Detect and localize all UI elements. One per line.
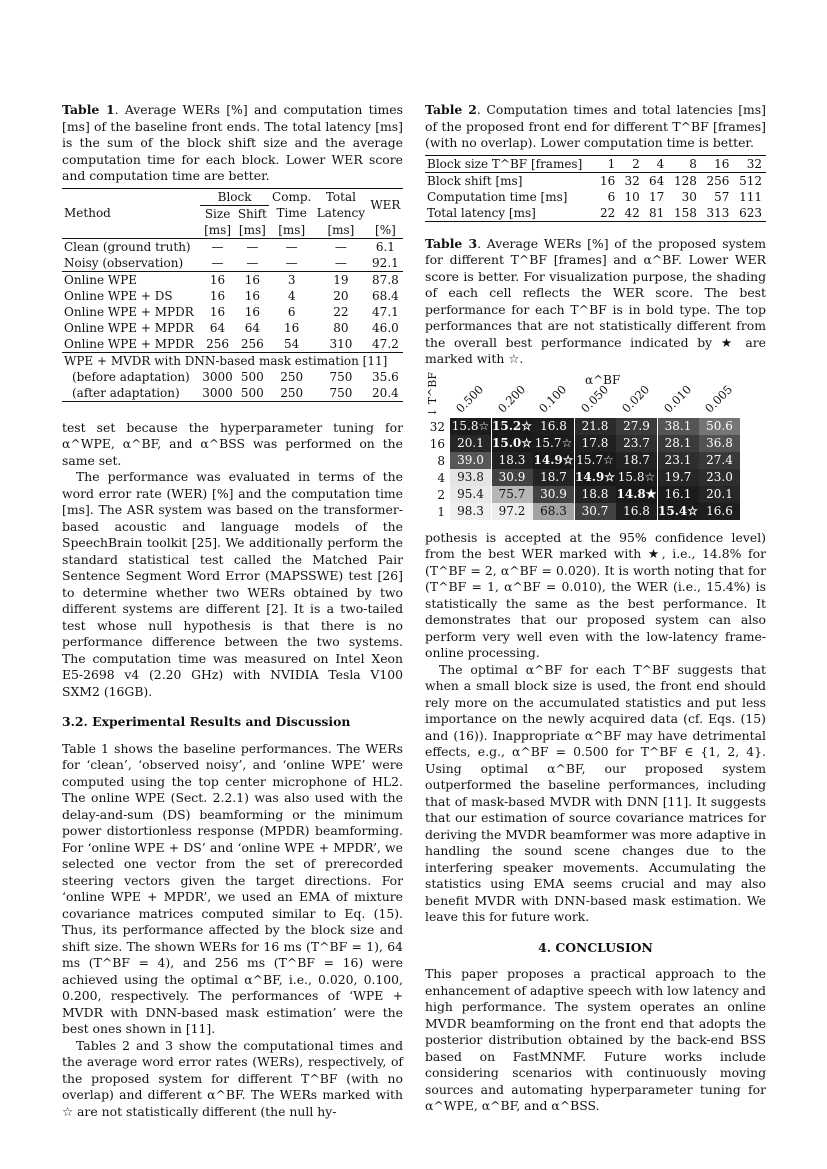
heatmap-cell: 28.1 xyxy=(658,435,699,452)
heatmap-cell: 18.3 xyxy=(492,452,533,469)
heatmap-cell: 16.6 xyxy=(699,503,740,520)
heatmap-cell: 27.9 xyxy=(616,418,657,435)
table-cell: Online WPE + DS xyxy=(64,288,173,303)
table-cell: Online WPE + MPDR xyxy=(64,336,194,351)
column-label: 0.050 xyxy=(577,381,611,415)
column-header: Comp. xyxy=(272,189,312,204)
table-cell: 68.4 xyxy=(372,288,399,303)
table-cell: 10 xyxy=(624,189,640,204)
table-cell: 623 xyxy=(739,205,762,220)
table-cell: — xyxy=(246,239,259,254)
table-cell: Online WPE xyxy=(64,272,138,287)
column-header: WER xyxy=(370,198,401,212)
heatmap-cell: 14.9☆ xyxy=(575,469,615,484)
table-cell: 19 xyxy=(333,272,349,287)
table-cell: 256 xyxy=(206,336,229,351)
right-paragraph-1: pothesis is accepted at the 95% confidence level) from the best WER marked with ★, i.e., 14.8% for (T^BF = 2, α^BF = 0.020). It is worth noting that for (T^BF = 1, α^BF = 0.010), the WER (i.e., 15.4%) is statistically the same as the best performance. It demonstrates that our proposed system can also perform very well even with the low-latency frame-online processing. xyxy=(425,529,766,660)
table-cell: 16 xyxy=(209,304,226,319)
table2-caption: Table 2. Computation times and total latencies [ms] of the proposed front end for different T^BF [frames] (with no overlap). Lower computation time is better. xyxy=(425,102,766,150)
heatmap-cell: 14.8★ xyxy=(616,486,657,501)
heatmap-cell: 15.2☆ xyxy=(492,418,532,433)
table-cell: 313 xyxy=(706,205,730,220)
table-cell: — xyxy=(334,239,347,254)
heatmap-cell: 18.7 xyxy=(616,452,657,469)
table-cell: 16 xyxy=(244,304,260,319)
table-cell: — xyxy=(246,255,259,270)
table-cell: 3 xyxy=(287,272,296,287)
table3-caption: Table 3. Average WERs [%] of the proposed system for different T^BF [frames] and α^BF. Lower WER score is better. For visualization purpose, the shading of each cell reflects the WER score. The best performance for each T^BF is in bold type. The top performances that are not statistically different from the overall best performance indicated by ★ are marked with ☆. xyxy=(425,235,766,366)
column-header: [ms] xyxy=(327,222,355,237)
table-cell: — xyxy=(211,255,224,270)
table-cell: Noisy (observation) xyxy=(64,255,184,270)
table-cell: 111 xyxy=(739,189,762,204)
table-cell: 500 xyxy=(240,385,264,400)
heatmap-cell: 36.8 xyxy=(699,435,740,452)
table-cell: 80 xyxy=(333,320,349,335)
heatmap-cell: 17.8 xyxy=(575,435,616,452)
table-cell: 256 xyxy=(706,173,730,188)
table-row xyxy=(62,369,403,385)
table-cell: (after adaptation) xyxy=(72,385,180,400)
heatmap-cell: 20.1 xyxy=(450,435,491,452)
table-cell: 750 xyxy=(329,385,353,400)
table-cell: 20.4 xyxy=(372,385,399,400)
table-cell: 47.2 xyxy=(372,336,399,351)
table3-heatmap xyxy=(425,372,766,520)
table-cell: 54 xyxy=(284,336,300,351)
table-cell: 57 xyxy=(714,189,730,204)
heatmap-cell: 98.3 xyxy=(450,503,491,520)
table1 xyxy=(62,188,403,402)
table-cell: 22 xyxy=(333,304,349,319)
table-cell: 16 xyxy=(209,288,226,303)
table-cell: 87.8 xyxy=(372,272,399,287)
heatmap-cell: 30.9 xyxy=(533,486,574,503)
heatmap-cell: 15.7☆ xyxy=(534,435,573,450)
table-row xyxy=(62,271,403,288)
table-cell: — xyxy=(285,255,298,270)
heatmap-cell: 30.7 xyxy=(575,503,616,520)
row-label: 1 xyxy=(437,504,445,519)
table-row xyxy=(62,304,403,320)
table-cell: 32 xyxy=(746,156,762,171)
table-header-row xyxy=(425,155,766,172)
table-cell: 47.1 xyxy=(372,304,399,319)
table-cell: 16 xyxy=(714,156,730,171)
column-header: [ms] xyxy=(278,222,306,237)
t-bf-axis-label: ↓ T^BF xyxy=(426,371,439,417)
column-header: Method xyxy=(64,206,111,220)
column-label: 0.010 xyxy=(660,381,694,415)
table-cell: Total latency [ms] xyxy=(427,205,536,220)
heatmap-cell: 30.9 xyxy=(492,469,533,486)
table-cell: 16 xyxy=(244,288,260,303)
section-heading-4: 4. CONCLUSION xyxy=(538,939,653,955)
table-cell: 32 xyxy=(624,173,640,188)
column-header: [ms] xyxy=(238,222,266,237)
left-column xyxy=(62,102,403,1120)
table-row xyxy=(425,172,766,189)
conclusion-paragraph: This paper proposes a practical approach to the enhancement of adaptive speech with low latency and high performance. The system operates an online MVDR beamforming on the front end that adopts the posterior distribution obtained by the back-end BSS based on FastMNMF. Future works include considering scenarios with continuously moving sources and automating hyperparameter tuning for α^WPE, α^BF, and α^BSS. xyxy=(425,966,766,1113)
table-cell: 3000 xyxy=(202,369,233,384)
table-cell: 16 xyxy=(284,320,300,335)
table-cell: 250 xyxy=(280,369,304,384)
table-cell: 16 xyxy=(600,173,616,188)
table-cell: Online WPE + MPDR xyxy=(64,320,194,335)
row-label: 8 xyxy=(437,453,445,468)
table-row xyxy=(62,238,403,255)
heatmap-cell: 15.7☆ xyxy=(576,452,614,467)
table-row xyxy=(62,385,403,402)
table-cell: 3000 xyxy=(202,385,233,400)
table-cell: (before adaptation) xyxy=(72,369,190,384)
table-cell: — xyxy=(211,239,224,254)
heatmap-cell: 15.8☆ xyxy=(451,418,490,433)
heatmap-cell: 16.1 xyxy=(658,486,699,503)
left-paragraph-4: Tables 2 and 3 show the computational times and the average word error rates (WERs), respectively, of the proposed system for different T^BF (with no overlap) and different α^BF. The WERs marked with ☆ are not statistically different (the null hy- xyxy=(62,1037,403,1119)
table-cell: 64 xyxy=(244,320,260,335)
table-cell: 1 xyxy=(607,156,616,171)
heatmap-cell: 20.1 xyxy=(699,486,740,503)
alpha-bf-axis-label: α^BF xyxy=(585,372,621,387)
left-paragraph-1: test set because the hyperparameter tuning for α^WPE, α^BF, and α^BSS was performed on the same set. xyxy=(62,419,403,468)
table-cell: 158 xyxy=(673,205,697,220)
table-cell: 4 xyxy=(287,288,296,303)
row-label: 2 xyxy=(437,487,445,502)
table-cell: 512 xyxy=(739,173,762,188)
heatmap-cell: 38.1 xyxy=(658,418,699,435)
table-cell: 64 xyxy=(209,320,226,335)
column-label: 0.100 xyxy=(536,381,570,415)
column-header: [ms] xyxy=(204,222,231,237)
heatmap-cell: 95.4 xyxy=(450,486,491,503)
table-cell: 81 xyxy=(649,205,665,220)
section-heading-3-2: 3.2. Experimental Results and Discussion xyxy=(62,714,351,729)
table-row xyxy=(425,205,766,222)
table-cell: Block shift [ms] xyxy=(427,173,523,188)
table-cell: — xyxy=(334,255,347,270)
table-cell: 6 xyxy=(287,304,296,319)
table-cell: 17 xyxy=(649,189,665,204)
column-header: Time xyxy=(276,206,307,221)
right-column xyxy=(425,102,766,1115)
heatmap-cell: 23.1 xyxy=(658,452,699,469)
table-group-title: WPE + MVDR with DNN-based mask estimation [11] xyxy=(64,353,388,368)
heatmap-cell: 18.8 xyxy=(575,486,616,503)
table2 xyxy=(425,155,766,222)
heatmap-cell: 15.8☆ xyxy=(617,469,656,484)
table-cell: 250 xyxy=(280,385,304,400)
heatmap-cell: 27.4 xyxy=(699,452,740,469)
table-cell: 500 xyxy=(240,369,264,384)
heatmap-cell: 18.7 xyxy=(533,469,574,486)
row-label: 16 xyxy=(429,436,445,451)
heatmap-cell: 39.0 xyxy=(450,452,491,469)
column-header: Latency xyxy=(316,206,366,221)
column-label: 0.200 xyxy=(494,381,528,415)
table-row xyxy=(62,336,403,353)
table-cell: 2 xyxy=(632,156,640,171)
heatmap-cell: 23.0 xyxy=(699,469,740,486)
column-header: [%] xyxy=(375,222,396,237)
column-header: Size xyxy=(204,206,231,221)
right-paragraph-2: The optimal α^BF for each T^BF suggests that when a small block size is used, the front end should rely more on the accumulated statistics and put less importance on the newly acquired data (cf. Eqs. (15) and (16)). Inappropriate α^BF may have detrimental effects, e.g., α^BF = 0.500 for T^BF ∈ {1, 2, 4}. Using optimal α^BF, our proposed system outperformed the baseline performances, including that of mask-based MVDR with DNN [11]. It suggests that our estimation of source covariance matrices for deriving the MVDR beamformer was more adaptive in handling the sound scene changes due to the interfering speaker movements. Accumulating the statistics using EMA seems crucial and may also benefit MVDR with DNN-based mask estimation. We leave this for future work. xyxy=(425,661,766,924)
heatmap-cell: 21.8 xyxy=(575,418,616,435)
table-cell: 20 xyxy=(333,288,349,303)
column-label: 0.005 xyxy=(702,381,736,415)
table-cell: 4 xyxy=(656,156,665,171)
table-cell: — xyxy=(285,239,298,254)
heatmap-cell: 50.6 xyxy=(699,418,740,435)
table-cell: 92.1 xyxy=(372,255,399,270)
row-label: 32 xyxy=(429,419,445,434)
table-cell: 16 xyxy=(244,272,260,287)
table-row xyxy=(425,189,766,205)
heatmap-cell: 15.4☆ xyxy=(658,503,698,518)
table-cell: 30 xyxy=(681,189,697,204)
heatmap-cell: 19.7 xyxy=(658,469,699,486)
heatmap-cell: 68.3 xyxy=(533,503,574,520)
heatmap-cell: 15.0☆ xyxy=(492,435,532,450)
table-cell: 750 xyxy=(329,369,353,384)
row-label: 4 xyxy=(437,470,445,485)
table-row xyxy=(62,288,403,304)
heatmap-cell: 16.8 xyxy=(616,503,657,520)
table-cell: Online WPE + MPDR xyxy=(64,304,194,319)
heatmap-cell: 14.9☆ xyxy=(533,452,574,467)
heatmap-cell: 75.7 xyxy=(492,486,533,503)
table-cell: 64 xyxy=(649,173,665,188)
column-header: Total xyxy=(325,189,356,204)
table-cell: Computation time [ms] xyxy=(427,189,568,204)
table-cell: 6 xyxy=(607,189,616,204)
table-cell: 310 xyxy=(329,336,353,351)
table-cell: 22 xyxy=(600,205,616,220)
heatmap-cell: 23.7 xyxy=(616,435,657,452)
heatmap-cell: 93.8 xyxy=(450,469,491,486)
column-label: 0.020 xyxy=(619,381,653,415)
heatmap-cell: 16.8 xyxy=(533,418,574,435)
left-paragraph-3: Table 1 shows the baseline performances. The WERs for ‘clean’, ‘observed noisy’, and ‘online WPE’ were computed using the top center microphone of HL2. The online WPE (Sect. 2.2.1) was also used with the delay-and-sum (DS) beamforming or the minimum power distortionless response (MPDR) beamforming. For ‘online WPE + DS’ and ‘online WPE + MPDR’, we selected one vector from the set of prerecorded steering vectors given the target directions. For ‘online WPE + MPDR’, we used an EMA of mixture covariance matrices computed similar to Eq. (15). Thus, its performance affected by the block size and shift size. The shown WERs for 16 ms (T^BF = 1), 64 ms (T^BF = 4), and 256 ms (T^BF = 16) were achieved using the optimal α^BF, i.e., 0.020, 0.100, 0.200, respectively. The performances of ‘WPE + MVDR with DNN-based mask estimation’ were the best ones shown in [11]. xyxy=(62,740,403,1036)
table-cell: 16 xyxy=(209,272,226,287)
table-cell: Clean (ground truth) xyxy=(64,239,191,254)
table-row xyxy=(62,320,403,336)
table-cell: 35.6 xyxy=(372,369,399,384)
table-cell: 42 xyxy=(624,205,640,220)
table-cell: 46.0 xyxy=(372,320,399,335)
column-label: 0.500 xyxy=(453,381,487,415)
table-cell: 6.1 xyxy=(375,239,395,254)
left-paragraph-2: The performance was evaluated in terms of the word error rate (WER) [%] and the computation time [ms]. The ASR system was based on the transformer-based acoustic and language models of the SpeechBrain toolkit [25]. We additionally perform the standard statistical test called the Matched Pair Sentence Segment Word Error (MAPSSWE) test [26] to determine whether two WERs obtained by two different systems are different [2]. It is a two-tailed test whose null hypothesis is that there is no performance difference between the two systems. The computation time was measured on Intel Xeon E5-2698 v4 (2.20 GHz) with NVIDIA Tesla V100 SXM2 (16GB). xyxy=(62,469,403,699)
table-cell: 8 xyxy=(689,156,697,171)
table-cell: 256 xyxy=(240,336,264,351)
table-row xyxy=(62,255,403,272)
table1-caption: Table 1. Average WERs [%] and computation times [ms] of the baseline front ends. The total latency [ms] is the sum of the block shift size and the average computation time for each block. Lower WER score and computation time are better. xyxy=(62,102,403,183)
table-cell: 128 xyxy=(673,173,697,188)
column-header: Shift xyxy=(237,206,267,221)
column-header: Block xyxy=(200,188,270,205)
table-header-row xyxy=(62,188,403,205)
heatmap-cell: 97.2 xyxy=(492,503,533,520)
table-cell: Block size T^BF [frames] xyxy=(427,156,583,171)
